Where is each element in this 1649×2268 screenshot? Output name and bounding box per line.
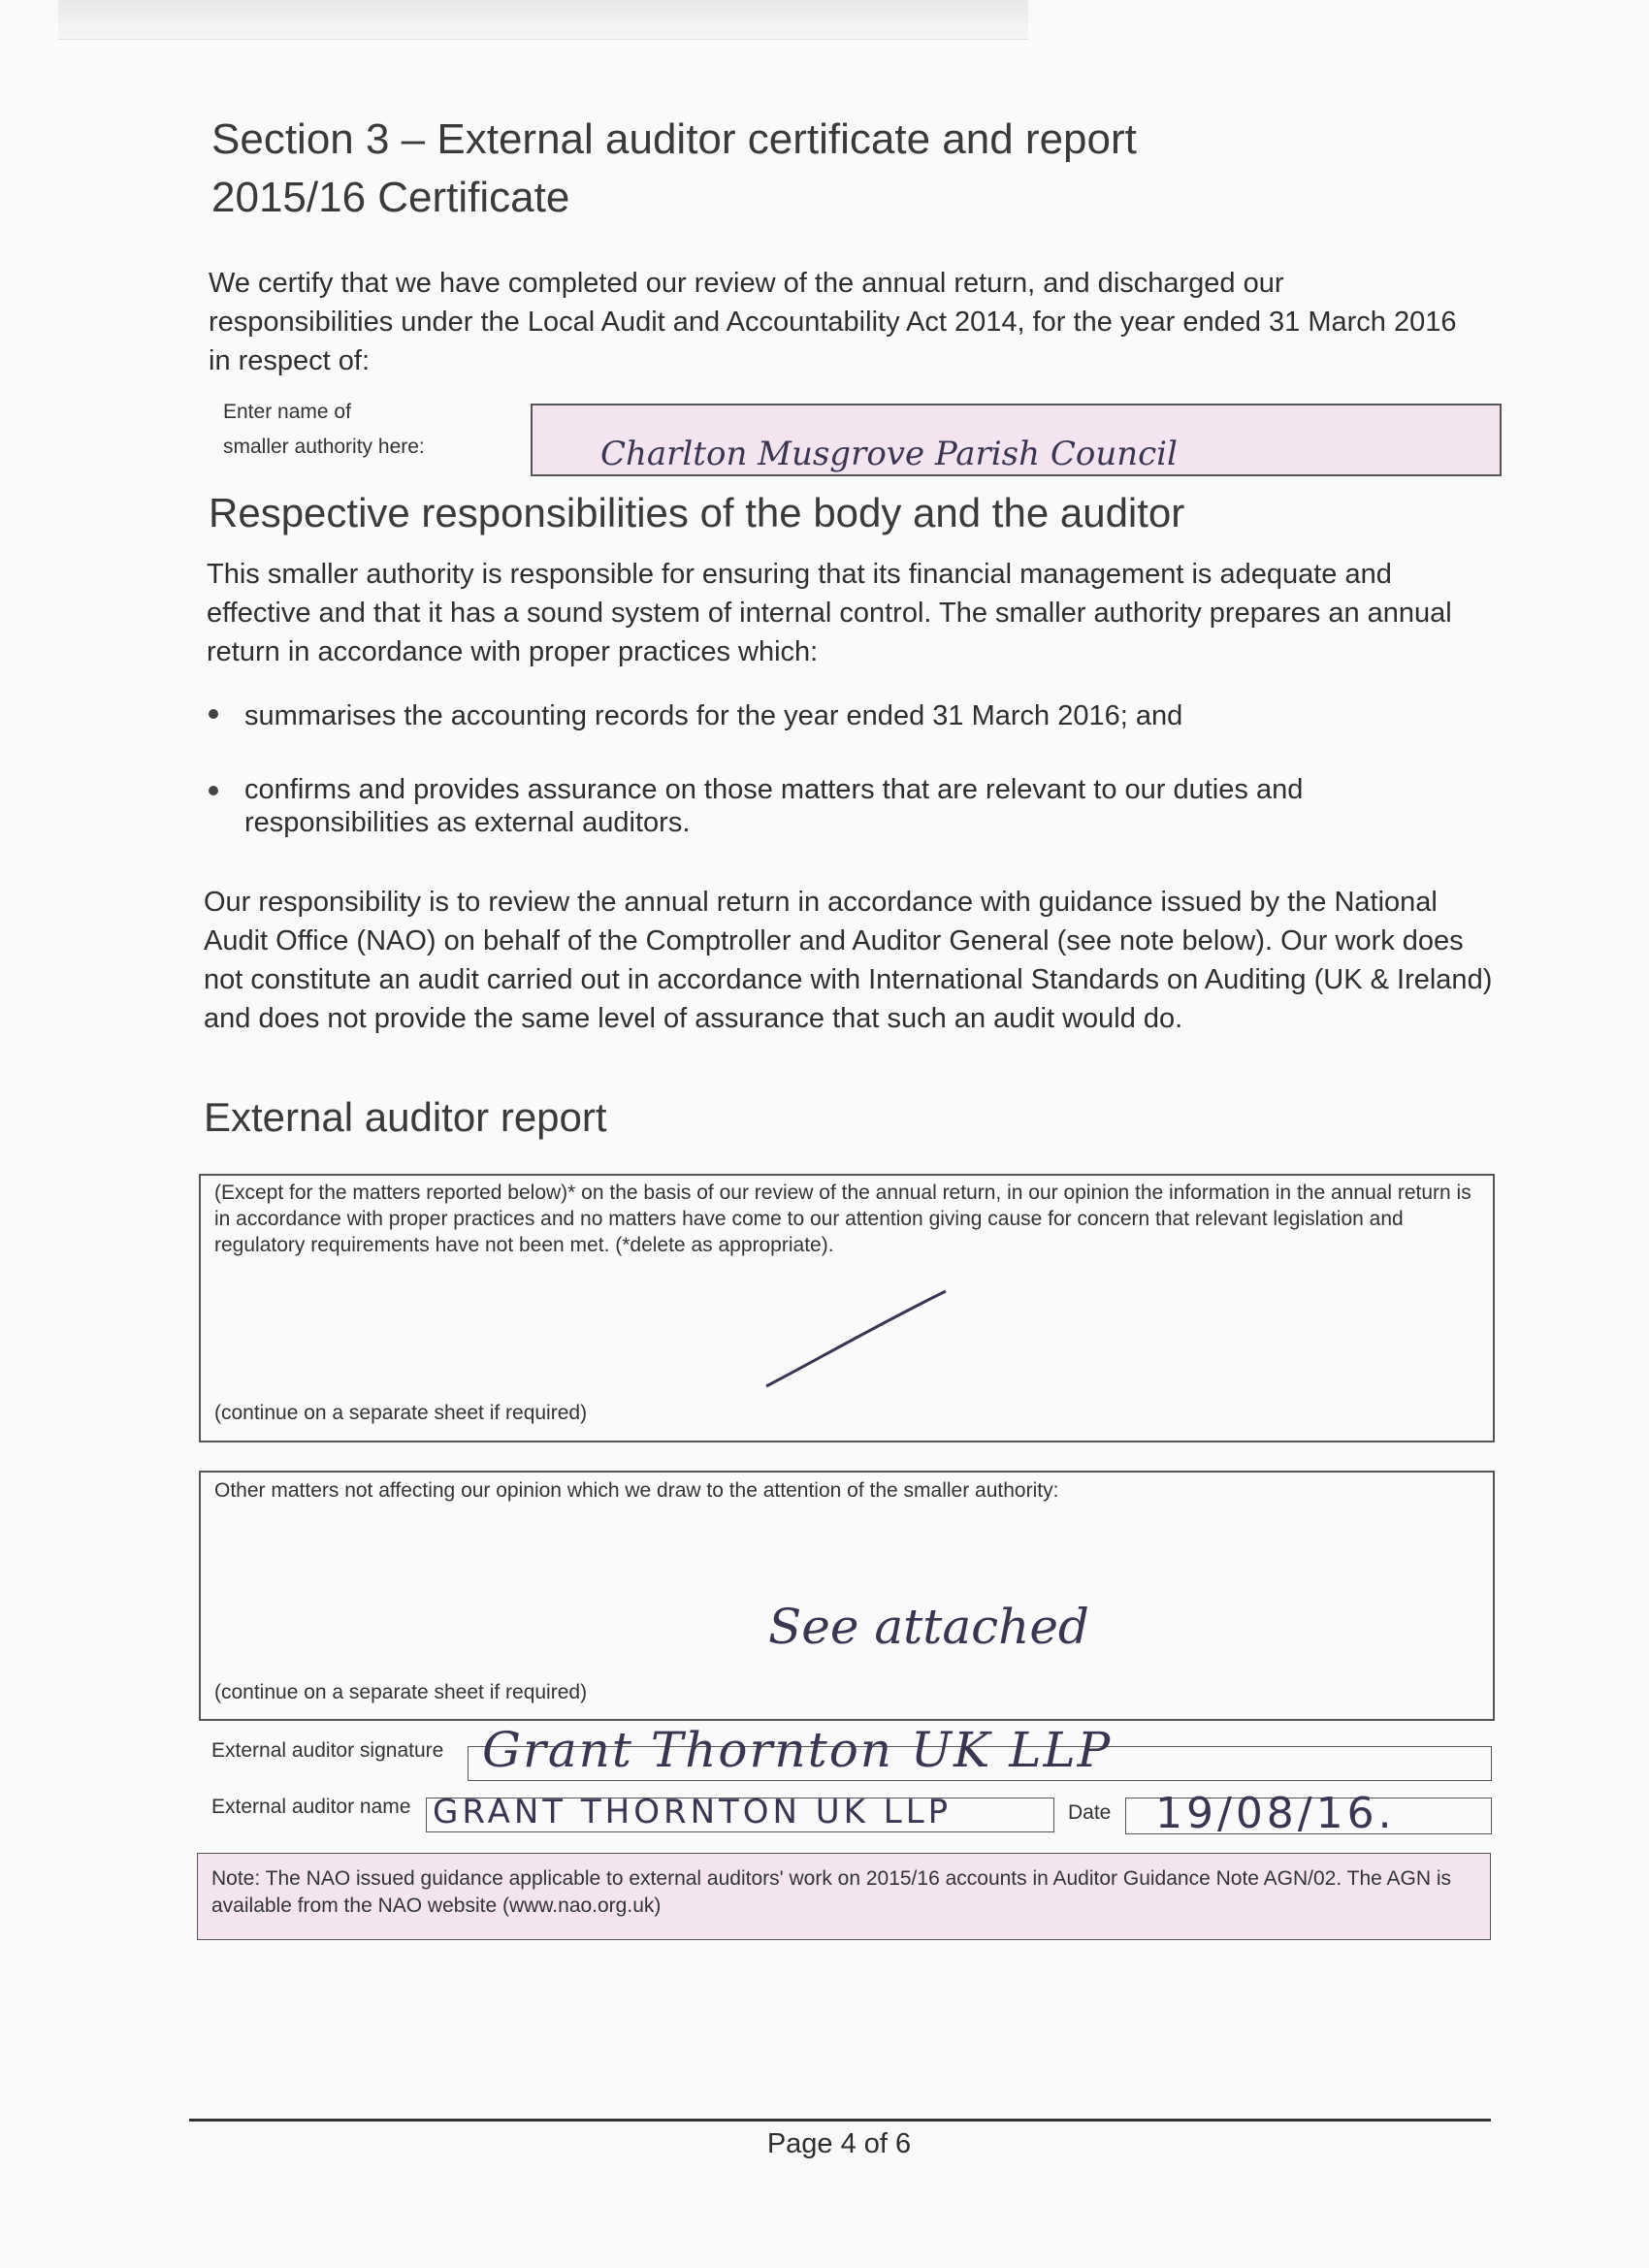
signature-field[interactable] — [468, 1722, 1492, 1781]
paper-fold — [58, 0, 1028, 40]
date-field[interactable] — [1125, 1789, 1492, 1838]
note-text: Note: The NAO issued guidance applicable to external auditors' work on 2015/16 accounts in Auditor Guidance Note AGN/02. The AGN is available from the NAO website (www.nao.org.uk) — [211, 1867, 1451, 1917]
report-heading: External auditor report — [204, 1094, 607, 1140]
name-value: GRANT THORNTON UK LLP — [433, 1793, 953, 1831]
other-matters-box[interactable] — [199, 1471, 1495, 1721]
opinion-text: (Except for the matters reported below)* on the basis of our review of the annual return, in our opinion the information in the annual return is in accordance with proper practices and no matters have come to our attention giving cause for concern that relevant legislation and regulatory requirements have not been met. (*delete as appropriate). — [214, 1182, 1471, 1256]
signature-label: External auditor signature — [211, 1739, 444, 1762]
responsibilities-heading: Respective responsibilities of the body and the auditor — [209, 490, 1185, 535]
bullet-item-1: summarises the accounting records for the year ended 31 March 2016; and — [244, 700, 1183, 731]
authority-label-line2: smaller authority here: — [223, 436, 425, 458]
name-field[interactable] — [426, 1793, 1054, 1832]
footer-rule — [189, 2119, 1491, 2122]
auditor-responsibility-paragraph: Our responsibility is to review the annual return in accordance with guidance issued by the National Audit Office (NAO) on behalf of the Comptroller and Auditor General (see note below). Our work does not constitute an audit carried out in accordance with International Standards on Auditing (UK & Ireland) and does not provide the same level of assurance that such an audit would do. — [204, 887, 1493, 1034]
date-value: 19/08/16. — [1155, 1789, 1396, 1838]
authority-name-value: Charlton Musgrove Parish Council — [600, 435, 1178, 473]
bullet-dot — [209, 786, 218, 795]
continue-note: (continue on a separate sheet if required) — [214, 1402, 588, 1424]
authority-label-line1: Enter name of — [223, 401, 351, 423]
note-box — [197, 1853, 1491, 1940]
bullet-dot — [209, 709, 218, 719]
bullet-item-2: confirms and provides assurance on those matters that are relevant to our duties and responsibilities as external auditors. — [244, 774, 1304, 838]
other-matters-label: Other matters not affecting our opinion which we draw to the attention of the smaller authority: — [214, 1479, 1059, 1502]
continue-note-2: (continue on a separate sheet if required) — [214, 1681, 588, 1703]
date-label: Date — [1068, 1801, 1112, 1824]
section-title: Section 3 – External auditor certificate and report — [211, 115, 1137, 163]
other-matters-value: See attached — [768, 1599, 1089, 1655]
intro-paragraph: We certify that we have completed our review of the annual return, and discharged our responsibilities under the Local Audit and Accountability Act 2014, for the year ended 31 March 2016 in respect of: — [209, 268, 1457, 376]
strike-through-mark — [759, 1278, 953, 1394]
certificate-title: 2015/16 Certificate — [211, 174, 570, 221]
page-number: Page 4 of 6 — [766, 2128, 912, 2159]
opinion-box[interactable] — [199, 1174, 1495, 1442]
responsibilities-paragraph: This smaller authority is responsible for ensuring that its financial management is adequate and effective and that it has a sound system of internal control. The smaller authority prepares an annual return in accordance with proper practices which: — [207, 559, 1452, 667]
authority-name-field[interactable] — [531, 404, 1502, 476]
name-label: External auditor name — [211, 1796, 411, 1818]
signature-value: Grant Thornton UK LLP — [482, 1722, 1113, 1778]
